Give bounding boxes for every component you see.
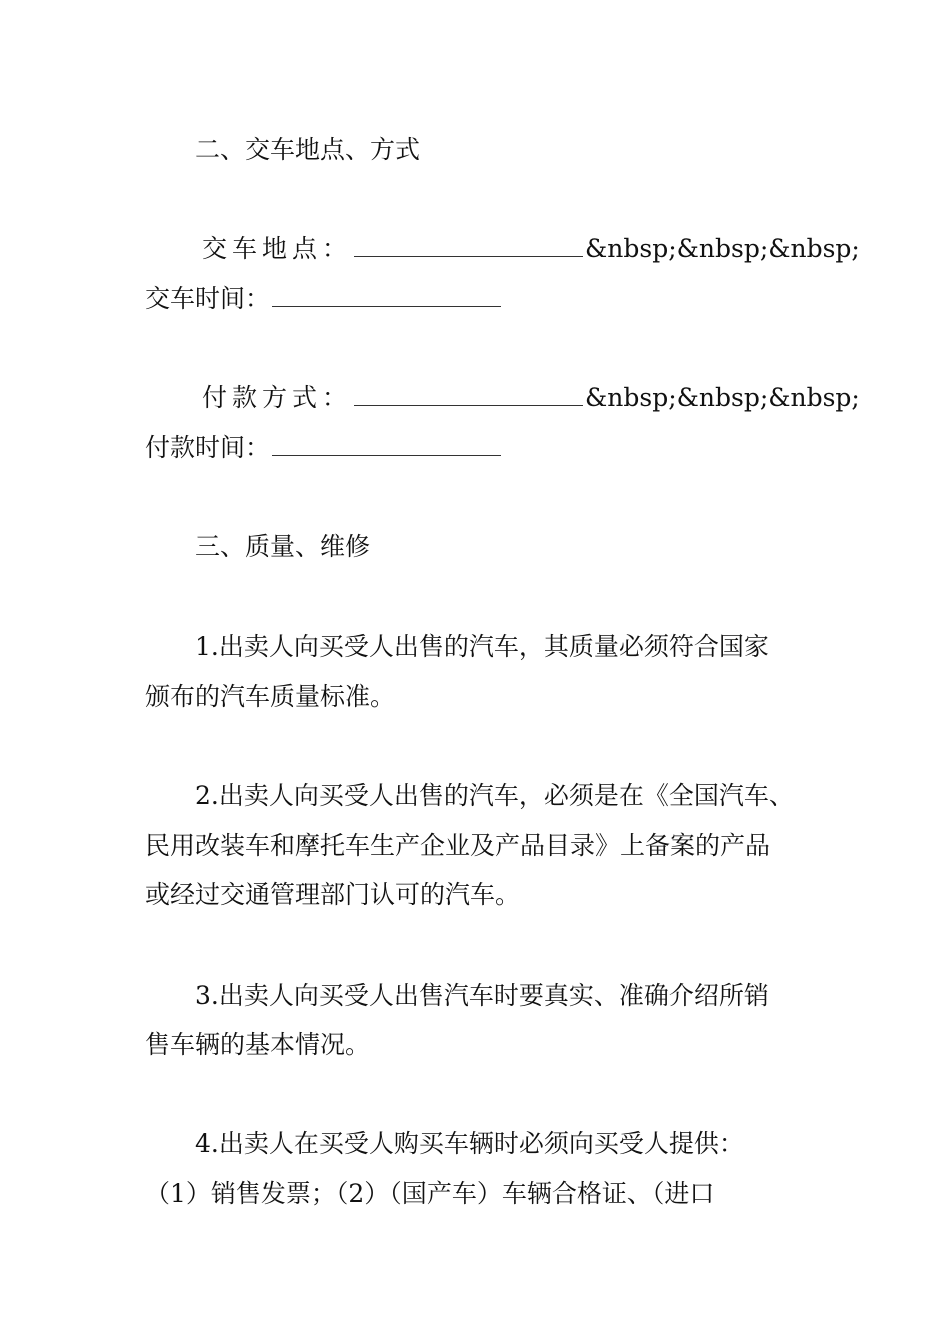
item4-line1: 4.出卖人在买受人购买车辆时必须向买受人提供： (195, 1129, 744, 1158)
payment-method-blank[interactable] (354, 385, 583, 406)
item3-line2: 售车辆的基本情况。 (145, 1030, 371, 1059)
item1-line2: 颁布的汽车质量标准。 (145, 682, 396, 711)
delivery-place-label: 交车地点： (202, 234, 353, 263)
item3-line1: 3.出卖人向买受人出售汽车时要真实、准确介绍所销 (195, 981, 769, 1010)
payment-method-row (202, 383, 882, 413)
payment-time-row (145, 433, 825, 463)
payment-nbsp-text: &nbsp;&nbsp;&nbsp; (585, 383, 860, 412)
section-heading-quality: 三、质量、维修 (195, 532, 371, 561)
section-heading-delivery: 二、交车地点、方式 (195, 135, 421, 164)
delivery-time-row (145, 284, 825, 314)
delivery-place-row (202, 234, 882, 264)
item1-line1: 1.出卖人向买受人出售的汽车，其质量必须符合国家 (195, 632, 769, 661)
payment-time-label: 付款时间： (145, 433, 271, 462)
delivery-time-blank[interactable] (272, 286, 501, 307)
item2-line3: 或经过交通管理部门认可的汽车。 (145, 880, 521, 909)
item4-line2: （1）销售发票；（2）（国产车）车辆合格证、（进口 (145, 1179, 715, 1208)
payment-time-blank[interactable] (272, 435, 501, 456)
item2-line1: 2.出卖人向买受人出售的汽车，必须是在《全国汽车、 (195, 781, 794, 810)
item2-line2: 民用改装车和摩托车生产企业及产品目录》上备案的产品 (145, 831, 771, 860)
delivery-place-blank[interactable] (354, 236, 583, 257)
delivery-time-label: 交车时间： (145, 284, 271, 313)
nbsp-text: &nbsp;&nbsp;&nbsp; (585, 234, 860, 263)
payment-method-label: 付款方式： (202, 383, 353, 412)
